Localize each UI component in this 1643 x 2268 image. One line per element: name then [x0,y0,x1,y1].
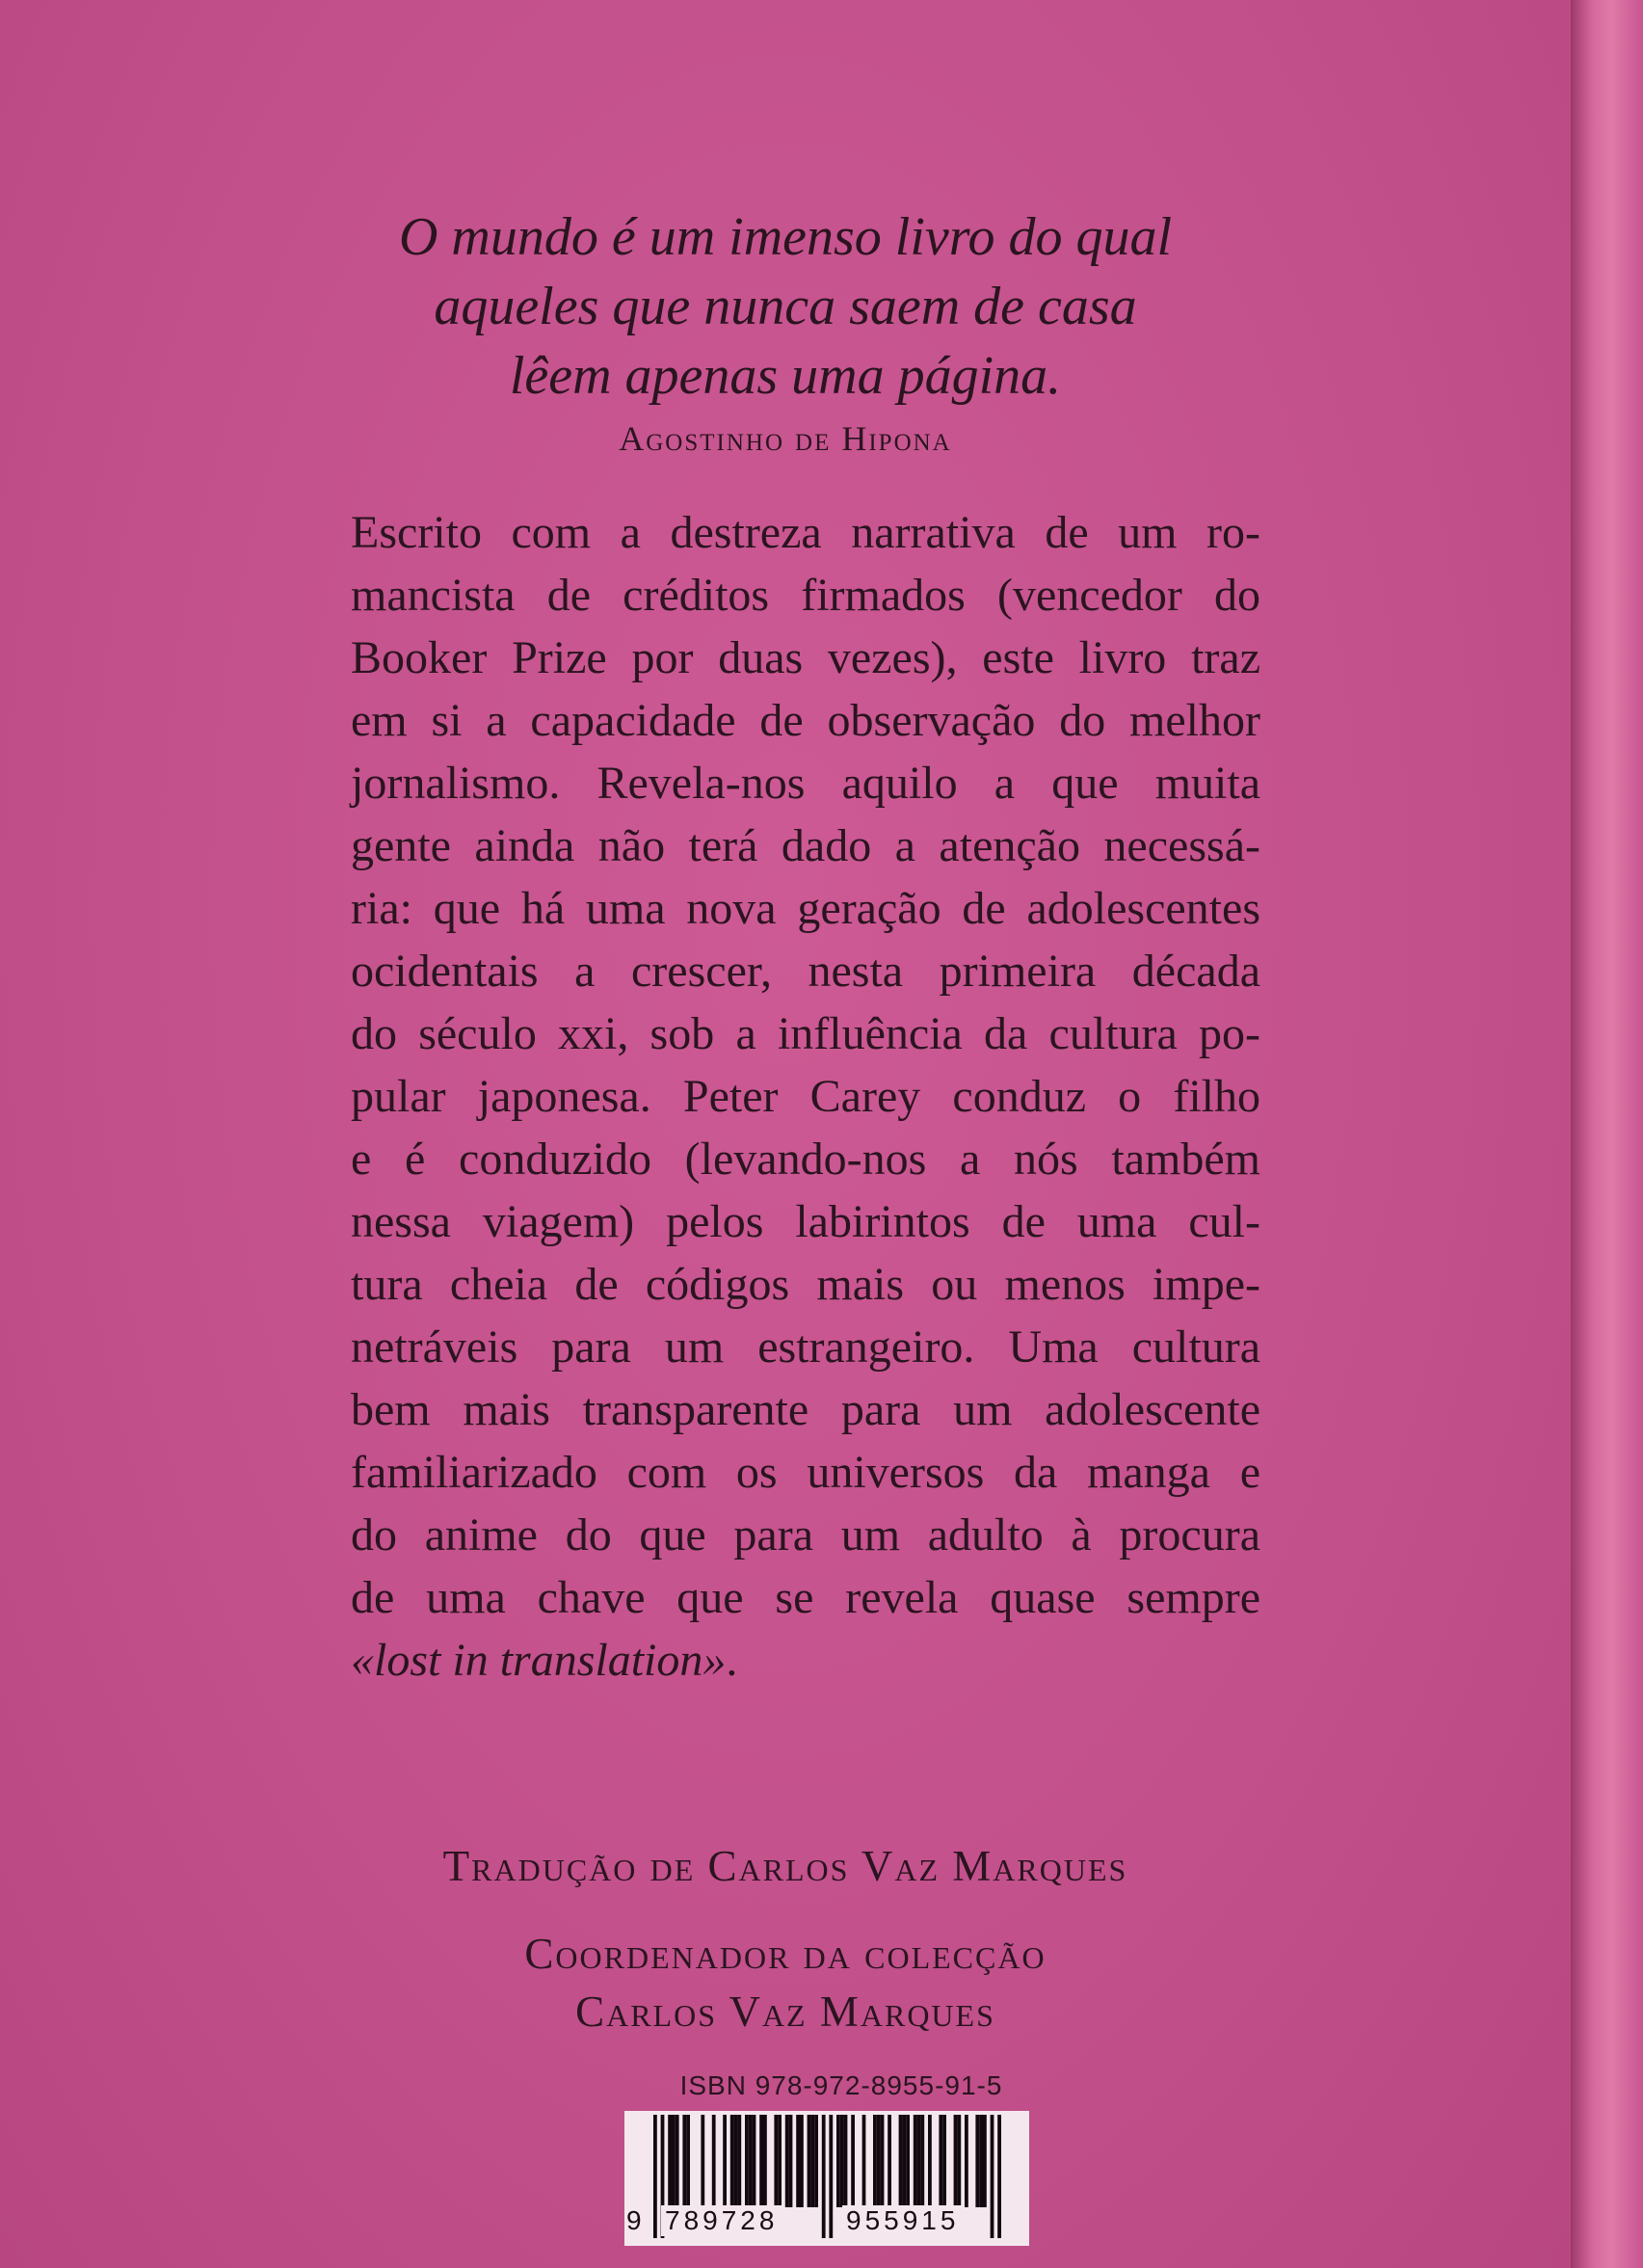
barcode-bar [676,2115,679,2207]
barcode-bar [778,2115,782,2207]
barcode-bar [686,2115,690,2207]
barcode-bar [701,2115,704,2207]
blurb-last-line [351,1629,1260,1692]
coordinator-title: Coordenador da colecção [524,1930,1047,1978]
barcode-bar [800,2115,804,2207]
barcode-digit-first: 9 [626,2205,642,2235]
epigraph-attribution: Agostinho de Hipona [619,419,952,458]
blurb-line: nessa viagem) pelos labirintos de uma cul- [351,1196,1260,1247]
barcode-bar [730,2115,734,2207]
blurb-line: ocidentais a crescer, nesta primeira década [351,946,1260,997]
blurb-line: Escrito com a destreza narrativa de um ro- [351,507,1260,558]
barcode-bar [810,2115,814,2207]
barcode-bar [851,2115,855,2207]
barcode [624,2111,1029,2246]
blurb-line: familiarizado com os universos da manga e [351,1447,1260,1498]
barcode-bar [902,2115,906,2207]
epigraph-line: O mundo é um imenso livro do qual [398,207,1173,267]
barcode-bar [672,2115,676,2207]
coordinator-name: Carlos Vaz Marques [575,1988,995,2036]
barcode-bar [682,2115,686,2207]
barcode-bar [965,2115,968,2207]
blurb-line: pular japonesa. Peter Carey conduz o filho [351,1071,1260,1122]
blurb-line: mancista de créditos firmados (vencedor do [351,570,1260,621]
barcode-bar [734,2115,738,2207]
translation-credit: Tradução de Carlos Vaz Marques [442,1842,1128,1890]
blurb-line: ria: que há uma nova geração de adolescentes [351,883,1260,934]
isbn-label: ISBN 978-972-8955-91-5 [679,2070,1003,2100]
barcode-bar [954,2115,958,2207]
barcode-bar [749,2115,753,2207]
blurb-line: tura cheia de códigos mais ou menos impe- [351,1259,1260,1310]
barcode-bar [753,2115,756,2207]
blurb-line: jornalismo. Revela-nos aquilo a que muita [351,758,1260,809]
barcode-bar [914,2115,917,2207]
barcode-bar [862,2115,866,2207]
blurb-text [351,501,1260,1692]
epigraph-line: lêem apenas uma página. [509,346,1062,406]
barcode-bar [759,2115,763,2207]
barcode-bar [983,2115,987,2207]
blurb-line: Booker Prize por duas vezes), este livro traz [351,632,1260,683]
barcode-bar [814,2115,818,2207]
barcode-digits-right: 955915 [842,2205,963,2236]
barcode-bar [763,2115,767,2207]
barcode-bar [881,2115,885,2207]
barcode-bar [928,2115,932,2207]
blurb-line: em si a capacidade de observação do melhor [351,695,1260,746]
barcode-bar [796,2115,800,2207]
blurb-line: do século xxi, sob a influência da cultura po- [351,1008,1260,1059]
barcode-bar [873,2115,877,2207]
barcode-bar [844,2115,848,2207]
barcode-bar [789,2115,793,2207]
barcode-bar [836,2115,840,2207]
barcode-bar [712,2115,716,2207]
barcode-bar [723,2115,727,2207]
barcode-bar [979,2115,983,2207]
blurb-line: do anime do que para um adulto à procura [351,1509,1260,1561]
blurb-line: netráveis para um estrangeiro. Uma cultura [351,1321,1260,1373]
blurb-line: e é conduzido (levando-nos a nós também [351,1134,1260,1185]
credits [0,1836,1571,2041]
barcode-bar [877,2115,881,2207]
blurb-line: gente ainda não terá dado a atenção necessá- [351,820,1260,871]
barcode-bar [785,2115,789,2207]
isbn-block [624,2070,1029,2246]
blurb-line: de uma chave que se revela quase sempre [351,1572,1260,1623]
barcode-bar [840,2115,844,2207]
blurb-line: bem mais transparente para um adolescente [351,1384,1260,1435]
barcode-bar [920,2115,924,2207]
barcode-bar [745,2115,749,2207]
barcode-bar [888,2115,891,2207]
blurb-last-punctuation: . [726,1635,738,1686]
book-spine-edge [1573,0,1643,2268]
barcode-bar [899,2115,903,2207]
barcode-bar [939,2115,942,2207]
epigraph-line: aqueles que nunca saem de casa [434,277,1137,336]
barcode-bar [942,2115,946,2207]
barcode-bar [668,2115,672,2207]
barcode-bar [917,2115,921,2207]
barcode-bar [808,2115,811,2207]
barcode-digits [624,2205,1029,2244]
epigraph [0,202,1571,459]
blurb-italic-phrase: «lost in translation» [351,1635,727,1686]
barcode-bar [737,2115,741,2207]
barcode-bar [975,2115,979,2207]
barcode-bar [774,2115,778,2207]
barcode-bar [957,2115,961,2207]
barcode-bar [906,2115,910,2207]
barcode-digits-left: 789728 [661,2205,782,2236]
